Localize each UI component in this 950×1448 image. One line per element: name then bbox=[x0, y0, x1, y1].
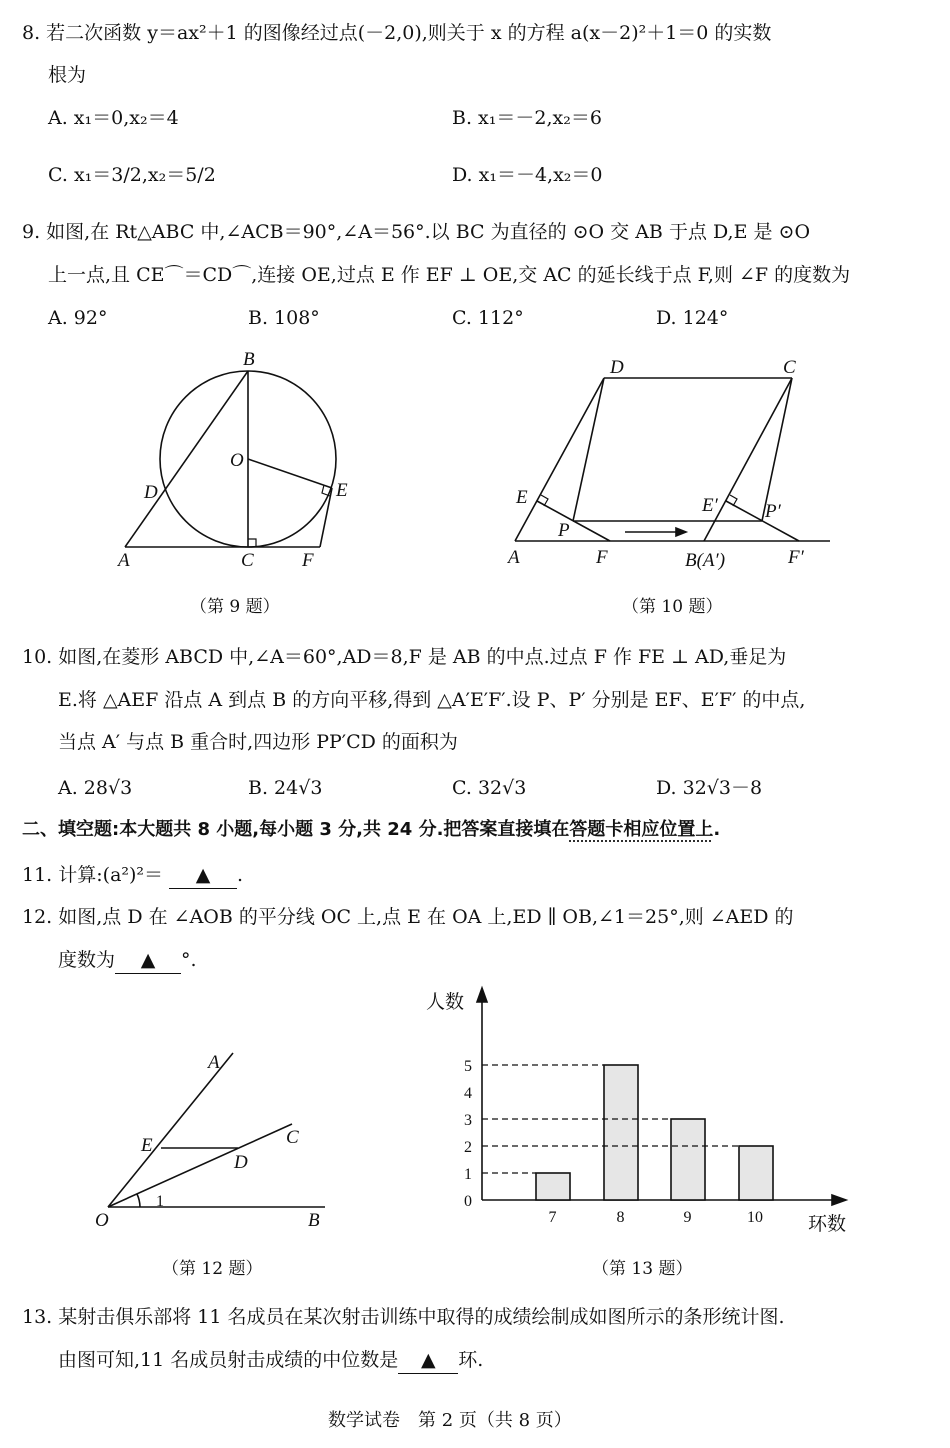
q12-answer-blank: ▲ bbox=[115, 947, 181, 974]
label-e: E bbox=[516, 487, 528, 508]
q8-option-c: C. x₁＝3/2,x₂＝5/2 bbox=[48, 164, 216, 186]
q10-option-d: D. 32√3－8 bbox=[656, 777, 763, 799]
q13-end: 环. bbox=[458, 1349, 484, 1371]
q9-line1: 9. 如图,在 Rt△ABC 中,∠ACB＝90°,∠A＝56°.以 BC 为直径的 ⊙O 交 AB 于点 D,E 是 ⊙O bbox=[22, 221, 811, 243]
q8-option-a: A. x₁＝0,x₂＝4 bbox=[48, 107, 179, 129]
figure-13-bar-chart bbox=[426, 988, 846, 1235]
label-c: C bbox=[286, 1127, 299, 1148]
q11 bbox=[22, 862, 243, 889]
label-e-prime: E′ bbox=[702, 495, 718, 516]
x-tick-label: 9 bbox=[683, 1209, 692, 1226]
x-axis-label: 环数 bbox=[808, 1214, 847, 1235]
label-b: B bbox=[308, 1210, 320, 1231]
section-2-emphasis: 答题卡相应位置上 bbox=[569, 819, 714, 840]
label-o: O bbox=[95, 1210, 109, 1231]
x-axis-arrow-icon bbox=[832, 1195, 846, 1205]
q10-line2: E.将 △AEF 沿点 A 到点 B 的方向平移,得到 △A′E′F′.设 P、P′ 分别是 EF、E′F′ 的中点, bbox=[58, 689, 806, 711]
q10-option-a: A. 28√3 bbox=[58, 777, 133, 799]
label-b-a-prime: B(A′) bbox=[685, 550, 726, 571]
page-footer: 数学试卷 第 2 页（共 8 页） bbox=[328, 1410, 572, 1431]
q8-line2: 根为 bbox=[48, 64, 87, 86]
q10-option-b: B. 24√3 bbox=[248, 777, 323, 799]
label-e: E bbox=[141, 1135, 153, 1156]
label-d: D bbox=[610, 357, 624, 378]
label-b: B bbox=[243, 349, 255, 370]
q8-option-b: B. x₁＝－2,x₂＝6 bbox=[452, 107, 602, 129]
q9-option-d: D. 124° bbox=[656, 307, 729, 329]
q13-answer-blank: ▲ bbox=[398, 1347, 458, 1374]
label-f: F bbox=[596, 547, 608, 568]
q13-text: 由图可知,11 名成员射击成绩的中位数是 bbox=[58, 1349, 399, 1371]
bar-7 bbox=[536, 1173, 570, 1200]
q11-answer-blank: ▲ bbox=[169, 862, 237, 889]
y-tick-label: 1 bbox=[464, 1166, 472, 1183]
label-a: A bbox=[208, 1052, 220, 1073]
bar-8 bbox=[604, 1065, 638, 1200]
q11-end: . bbox=[237, 864, 244, 886]
label-c: C bbox=[241, 550, 254, 571]
q8-line1: 8. 若二次函数 y＝ax²＋1 的图像经过点(－2,0),则关于 x 的方程 a(x－2)²＋1＝0 的实数 bbox=[22, 22, 772, 44]
q10-line1: 10. 如图,在菱形 ABCD 中,∠A＝60°,AD＝8,F 是 AB 的中点.过点 F 作 FE ⊥ AD,垂足为 bbox=[22, 646, 787, 668]
label-a: A bbox=[118, 550, 130, 571]
label-c: C bbox=[783, 357, 796, 378]
label-f-prime: F′ bbox=[788, 547, 804, 568]
label-e: E bbox=[336, 480, 348, 501]
q13-line2 bbox=[58, 1347, 483, 1374]
x-tick-label: 8 bbox=[616, 1209, 625, 1226]
y-axis-label: 人数 bbox=[426, 992, 465, 1013]
q10-option-c: C. 32√3 bbox=[452, 777, 527, 799]
q8-option-d: D. x₁＝－4,x₂＝0 bbox=[452, 164, 603, 186]
fig12-caption: （第 12 题） bbox=[162, 1259, 263, 1279]
bar-10 bbox=[739, 1146, 773, 1200]
fig13-caption: （第 13 题） bbox=[592, 1259, 693, 1279]
y-tick-label: 4 bbox=[464, 1085, 472, 1102]
section-2-end: . bbox=[713, 819, 721, 840]
y-tick-label: 5 bbox=[464, 1058, 472, 1075]
q11-text: 11. 计算:(a²)²＝ bbox=[22, 864, 164, 886]
q12-text: 度数为 bbox=[58, 949, 116, 971]
q9-line2: 上一点,且 CE⌒＝CD⌒,连接 OE,过点 E 作 EF ⊥ OE,交 AC 的延长线于点 F,则 ∠F 的度数为 bbox=[48, 264, 851, 286]
fig10-caption: （第 10 题） bbox=[622, 597, 723, 617]
label-f: F bbox=[302, 550, 314, 571]
fig9-caption: （第 9 题） bbox=[190, 597, 280, 617]
label-angle-1: 1 bbox=[156, 1193, 164, 1210]
figure-9 bbox=[116, 349, 348, 571]
figure-12 bbox=[95, 1052, 325, 1231]
q12-end: °. bbox=[181, 949, 197, 971]
y-tick-label: 0 bbox=[464, 1193, 472, 1210]
figure-10 bbox=[506, 357, 830, 571]
q9-option-a: A. 92° bbox=[48, 307, 108, 329]
q12-line1: 12. 如图,点 D 在 ∠AOB 的平分线 OC 上,点 E 在 OA 上,ED ∥ OB,∠1＝25°,则 ∠AED 的 bbox=[22, 906, 794, 928]
x-tick-label: 10 bbox=[747, 1209, 763, 1226]
section-2-heading bbox=[22, 817, 720, 843]
y-tick-label: 2 bbox=[464, 1139, 472, 1156]
label-d: D bbox=[234, 1152, 248, 1173]
section-2-text: 二、填空题:本大题共 8 小题,每小题 3 分,共 24 分.把答案直接填在 bbox=[22, 819, 570, 840]
y-tick-label: 3 bbox=[464, 1112, 472, 1129]
q9-option-b: B. 108° bbox=[248, 307, 320, 329]
label-a: A bbox=[508, 547, 520, 568]
q9-option-c: C. 112° bbox=[452, 307, 524, 329]
label-p-prime: P′ bbox=[765, 501, 781, 522]
label-p: P bbox=[558, 520, 570, 541]
label-o: O bbox=[230, 450, 244, 471]
q12-line2 bbox=[58, 947, 197, 974]
q10-line3: 当点 A′ 与点 B 重合时,四边形 PP′CD 的面积为 bbox=[58, 731, 458, 753]
y-axis-arrow-icon bbox=[477, 988, 487, 1002]
q13-line1: 13. 某射击俱乐部将 11 名成员在某次射击训练中取得的成绩绘制成如图所示的条形统计图. bbox=[22, 1306, 785, 1328]
label-d: D bbox=[144, 482, 158, 503]
x-tick-label: 7 bbox=[548, 1209, 557, 1226]
bar-9 bbox=[671, 1119, 705, 1200]
